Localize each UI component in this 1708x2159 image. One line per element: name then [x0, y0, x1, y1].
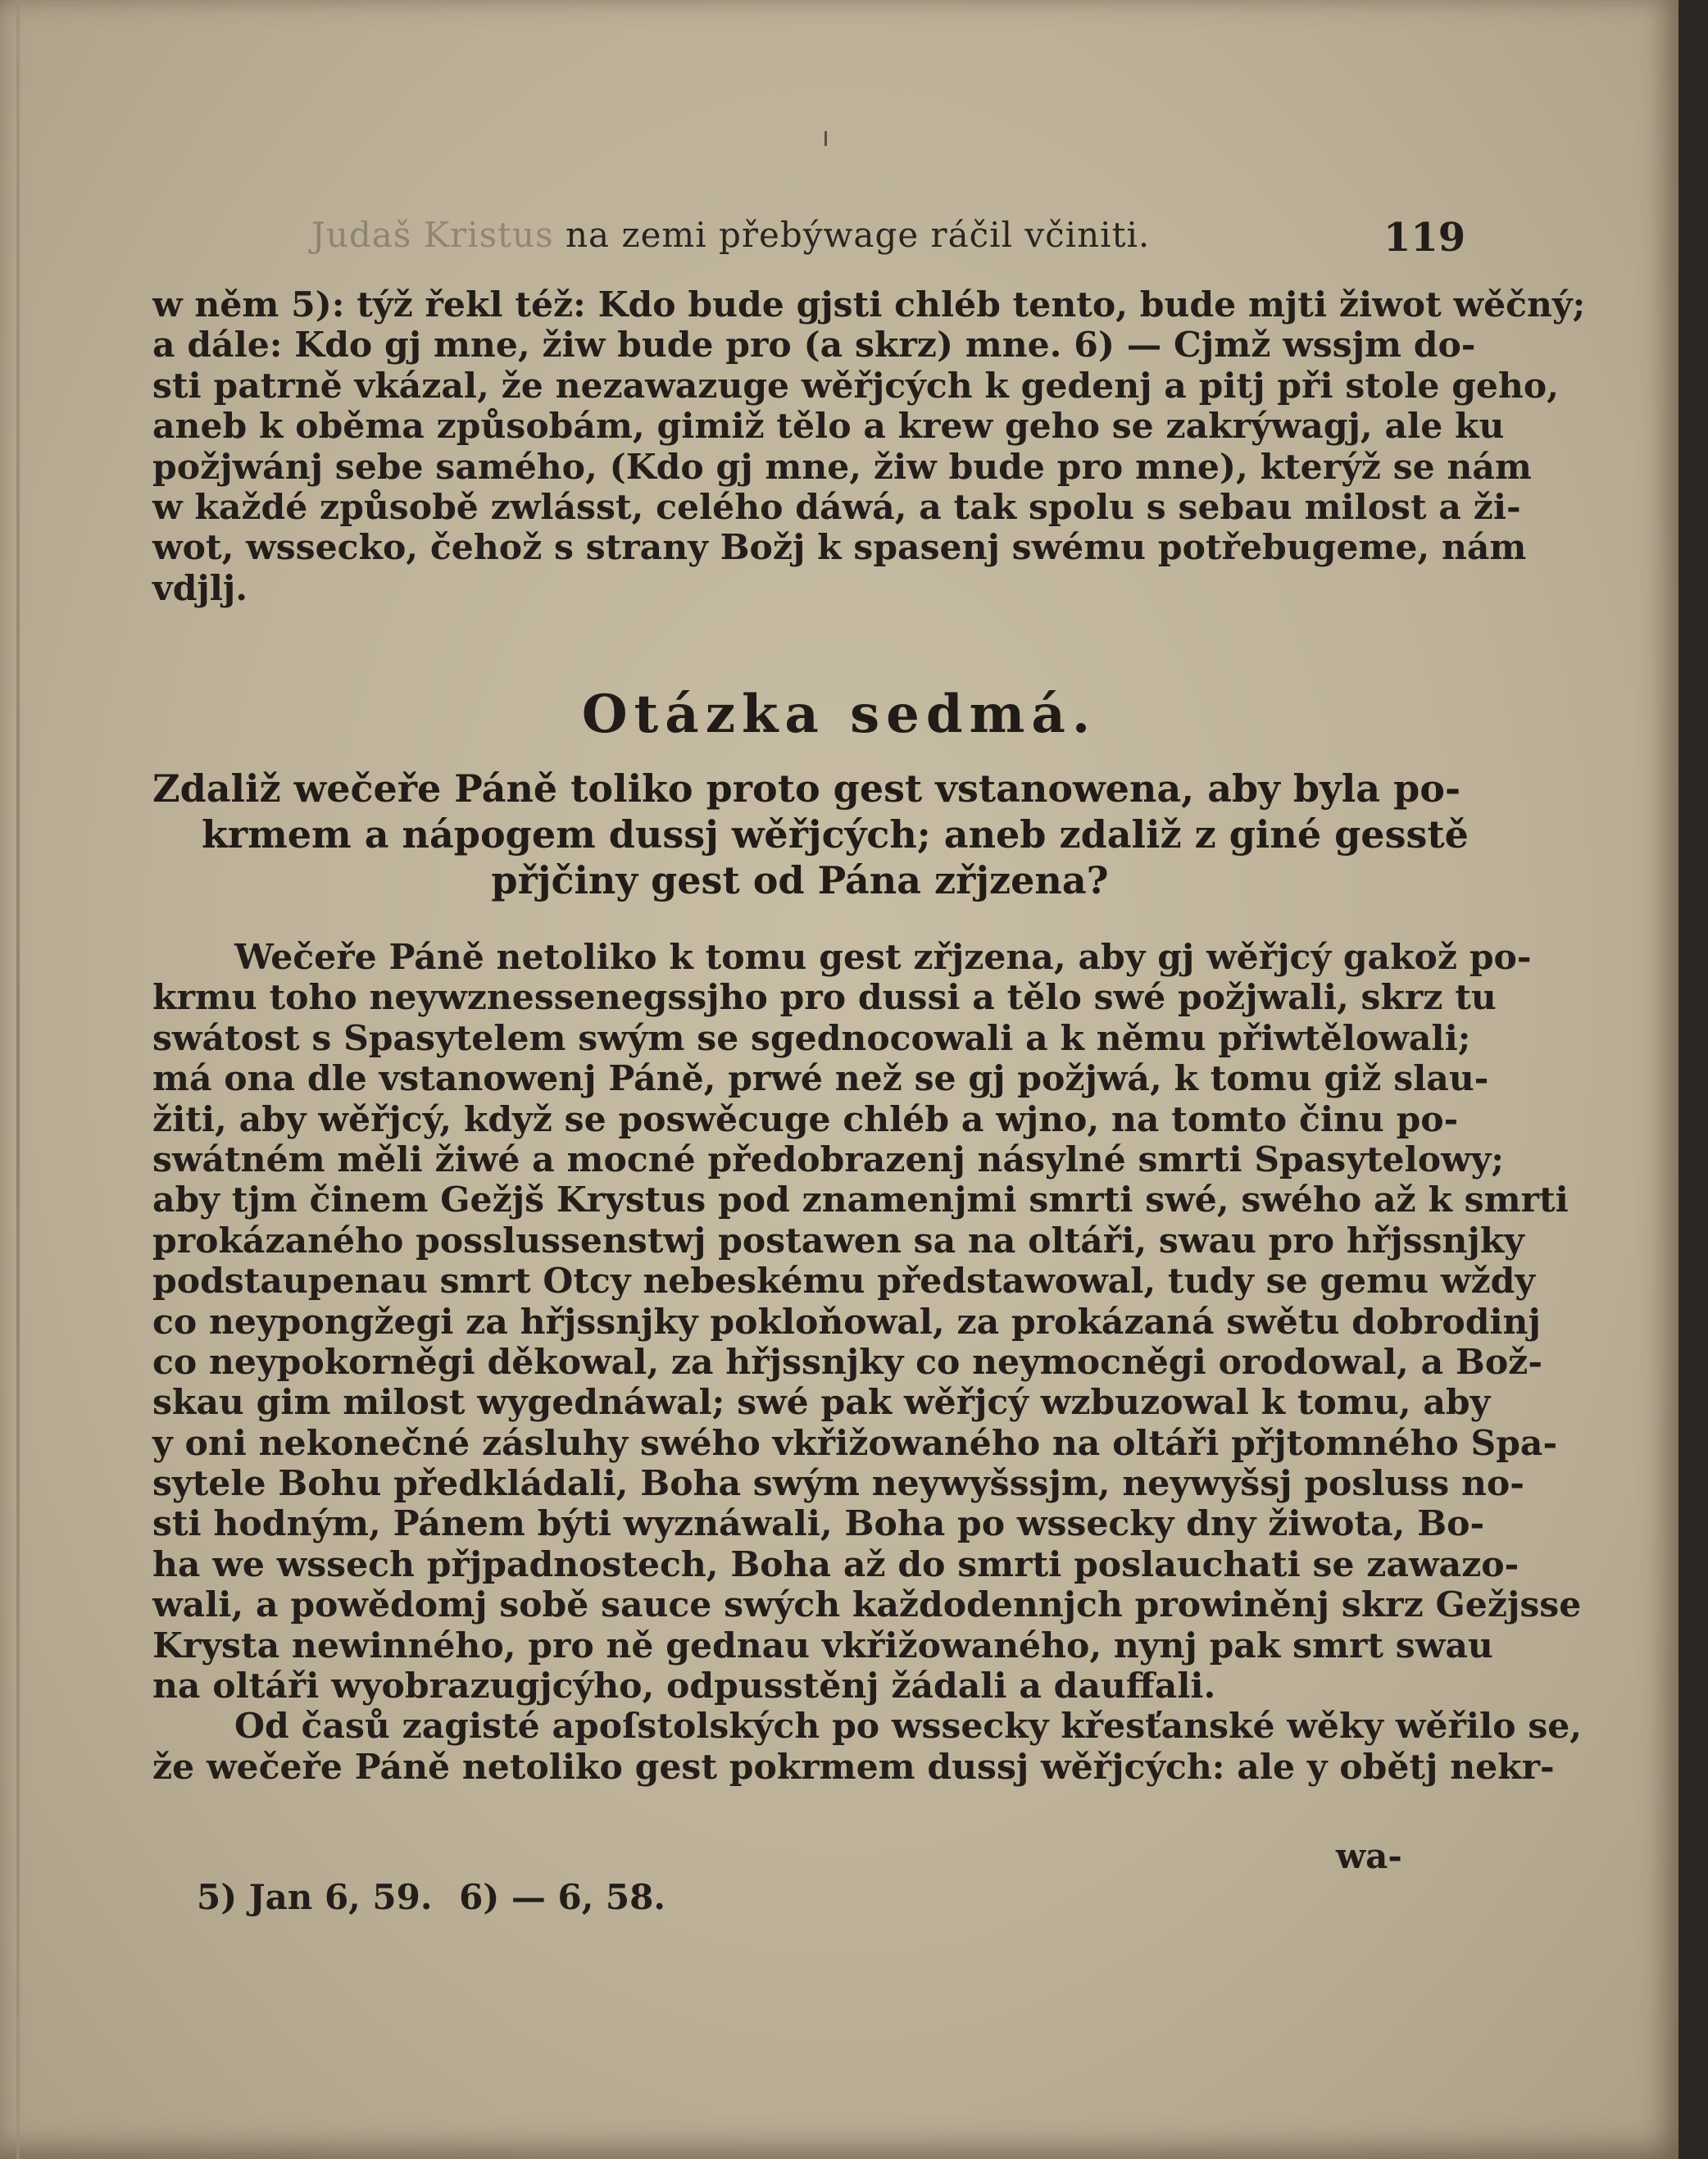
text-line: sti patrně vkázal, že nezawazuge wěřjcých k gedenj a pitj při stole geho, [152, 365, 1559, 407]
text-line: w něm 5): týž řekl též: Kdo bude gjsti chléb tento, bude mjti žiwot wěčný; [152, 284, 1586, 325]
catchword: wa- [1336, 1836, 1402, 1876]
text-line: aneb k oběma způsobám, gimiž tělo a krew geho se zakrýwagj, ale ku [152, 406, 1505, 448]
ink-mark [824, 131, 827, 146]
question-line: přjčiny gest od Pána zřjzena? [491, 858, 1109, 902]
paragraph-1 [152, 284, 1586, 609]
text-line: skau gim milost wygednáwal; swé pak wěřjcý wzbuzowal k tomu, aby [152, 1382, 1491, 1424]
page-number: 119 [1383, 215, 1466, 261]
text-line: vdjlj. [152, 567, 248, 609]
text-line: Od časů zagisté apoſstolských po wssecky křesťanské wěky wěřilo se, [234, 1706, 1583, 1748]
text-line: co neypongžegi za hřjssnjky pokloňowal, za prokázaná swětu dobrodinj [152, 1301, 1541, 1343]
text-line: w každé způsobě zwlásst, celého dáwá, a tak spolu s sebau milost a ži- [152, 486, 1521, 528]
text-line: prokázaného posslussenstwj postawen sa na oltáři, swau pro hřjssnjky [152, 1220, 1524, 1261]
text-line: swátost s Spasytelem swým se sgednocowali a k němu přiwtělowali; [152, 1017, 1471, 1059]
text-line: podstaupenau smrt Otcy nebeskému předstawowal, tudy se gemu wždy [152, 1261, 1535, 1302]
section-heading: Otázka sedmá. [581, 684, 1097, 745]
footnote: 6) — 6, 58. [459, 1877, 666, 1917]
gutter-edge [16, 0, 20, 2159]
text-line: že wečeře Páně netoliko gest pokrmem dussj wěřjcých: ale y obětj nekr- [152, 1746, 1555, 1788]
text-line: Krysta newinného, pro ně gednau vkřižowaného, nynj pak smrt swau [152, 1625, 1493, 1666]
text-line: krmu toho neywznessenegssjho pro dussi a tělo swé požjwali, skrz tu [152, 977, 1497, 1019]
text-line: y oni nekonečné zásluhy swého vkřižowaného na oltáři přjtomného Spa- [152, 1422, 1558, 1464]
text-line: swátném měli žiwé a mocné předobrazenj násylné smrti Spasytelowy; [152, 1139, 1505, 1180]
running-head-text: na zemi přebýwage ráčil včiniti. [566, 215, 1151, 255]
text-line: požjwánj sebe samého, (Kdo gj mne, žiw bude pro mne), kterýž se nám [152, 446, 1532, 488]
text-line: co neypokorněgi děkowal, za hřjssnjky co neymocněgi orodowal, a Bož- [152, 1341, 1542, 1383]
text-line: ha we wssech přjpadnostech, Boha až do smrti poslauchati se zawazo- [152, 1543, 1519, 1585]
text-line: sti hodným, Pánem býti wyznáwali, Boha po wssecky dny žiwota, Bo- [152, 1503, 1485, 1545]
text-line: žiti, aby wěřjcý, když se poswěcuge chléb a wjno, na tomto činu po- [152, 1098, 1459, 1140]
question-block [152, 766, 1469, 903]
text-line: wot, wssecko, čehož s strany Božj k spasenj swému potřebugeme, nám [152, 527, 1527, 569]
text-line: a dále: Kdo gj mne, žiw bude pro (a skrz) mne. 6) — Cjmž wssjm do- [152, 325, 1476, 366]
question-line: Zdaliž wečeře Páně toliko proto gest vstanowena, aby byla po- [152, 766, 1461, 811]
text-line: sytele Bohu předkládali, Boha swým neywyšssjm, neywyšsj posluss no- [152, 1463, 1524, 1505]
footnote: 5) Jan 6, 59. [197, 1877, 433, 1917]
text-line: aby tjm činem Gežjš Krystus pod znamenjmi smrti swé, swého až k smrti [152, 1179, 1569, 1221]
text-line: Wečeře Páně netoliko k tomu gest zřjzena, aby gj wěřjcý gakož po- [234, 937, 1532, 978]
running-head: Judaš Kristus na zemi přebýwage ráčil včiniti. [311, 215, 1151, 255]
text-line: na oltáři wyobrazugjcýho, odpusstěnj žádali a dauffali. [152, 1666, 1216, 1707]
question-line: krmem a nápogem dussj wěřjcých; aneb zdaliž z giné gesstě [202, 812, 1469, 857]
paragraph-2 [152, 937, 1583, 1788]
text-line: má ona dle vstanowenj Páně, prwé než se gj požjwá, k tomu giž slau- [152, 1058, 1489, 1100]
footnotes [197, 1877, 680, 1917]
text-line: wali, a powědomj sobě sauce swých každodennjch prowiněnj skrz Gežjsse [152, 1584, 1582, 1626]
